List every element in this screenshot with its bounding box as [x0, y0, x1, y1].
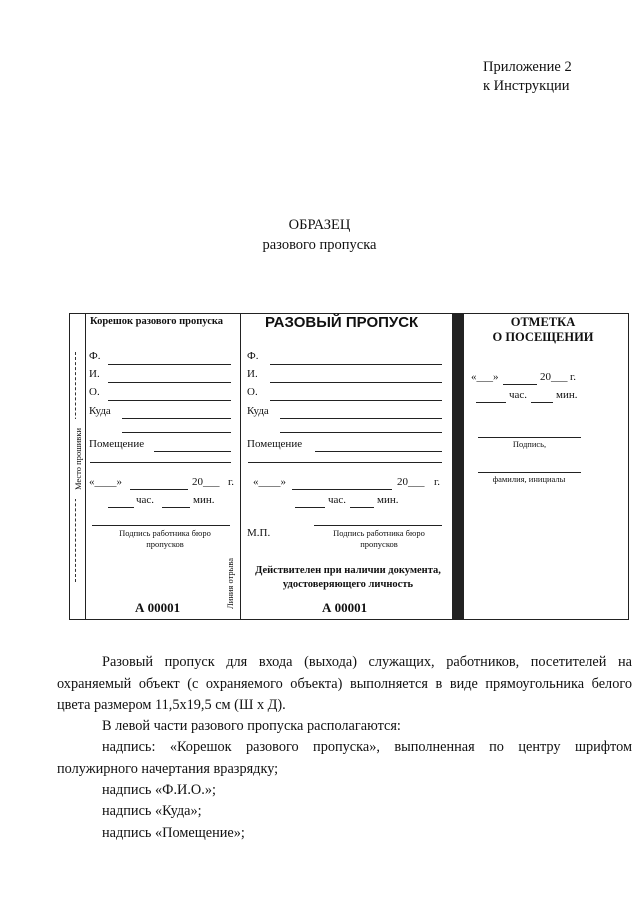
stub-hours-label: час. [136, 494, 155, 506]
main-validity-note: Действителен при наличии документа, удостоверяющего личность [255, 565, 441, 590]
main-i-label: И. [247, 368, 258, 380]
stub-room-line [154, 451, 231, 452]
main-o-line [270, 400, 442, 401]
visit-minutes-line [531, 402, 553, 403]
visit-heading-2: О ПОСЕЩЕНИИ [492, 330, 594, 344]
visit-name-caption: фамилия, инициалы [492, 474, 566, 484]
paragraph-3: надпись: «Корешок разового пропуска», выполненная по центру шрифтом полужирного начертания вразрядку; [57, 739, 632, 777]
stitch-label: Место прошивки [73, 419, 83, 499]
visit-signature-caption: Подпись, [512, 439, 547, 449]
main-date-year: 20___ [397, 476, 425, 488]
stub-where-line-2 [122, 432, 231, 433]
stub-minutes-line [162, 507, 190, 508]
main-where-label: Куда [247, 405, 269, 417]
document-title [0, 215, 639, 255]
main-stamp-label: М.П. [247, 527, 271, 539]
main-signature-line [314, 525, 442, 526]
visit-heading-1: ОТМЕТКА [510, 315, 576, 329]
visit-hours-label: час. [509, 389, 528, 401]
stub-where-label: Куда [89, 405, 111, 417]
stub-hours-line [108, 507, 134, 508]
paragraph-5: надпись «Куда»; [102, 803, 202, 819]
stub-date-day: «____» [89, 476, 122, 488]
main-where-line [280, 418, 442, 419]
pass-form [69, 313, 629, 620]
stub-left-border [85, 314, 86, 619]
visit-minutes-label: мин. [556, 389, 578, 401]
main-date-day: «____» [253, 476, 286, 488]
title-line2: разового пропуска [262, 237, 377, 253]
appendix-label [483, 58, 572, 96]
visit-hours-line [476, 402, 506, 403]
stub-room-line-2 [90, 462, 231, 463]
title-line1: ОБРАЗЕЦ [288, 217, 351, 233]
visit-name-line [478, 472, 581, 473]
paragraph-6: надпись «Помещение»; [102, 825, 245, 841]
paragraph-2: В левой части разового пропуска располагаются: [102, 718, 401, 734]
stub-minutes-label: мин. [193, 494, 215, 506]
appendix-line1: Приложение 2 [483, 59, 572, 75]
main-date-month-line [292, 489, 392, 490]
stub-number: А 00001 [135, 600, 181, 615]
stub-room-label: Помещение [89, 438, 145, 450]
main-f-line [270, 364, 442, 365]
visit-date-year: 20___ [540, 371, 568, 383]
paragraph-4: надпись «Ф.И.О.»; [102, 782, 216, 798]
visit-date-g: г. [570, 371, 577, 383]
stub-f-line [108, 364, 231, 365]
stub-heading: Корешок разового пропуска [90, 316, 224, 327]
main-signature-caption: Подпись работника бюро пропусков [333, 528, 425, 549]
visit-black-bar [452, 314, 464, 619]
appendix-line2: к Инструкции [483, 78, 570, 94]
stitch-strip [70, 314, 85, 619]
stub-o-line [108, 400, 231, 401]
stub-i-line [108, 382, 231, 383]
paragraph-1: Разовый пропуск для входа (выхода) служащих, работников, посетителей на охраняемый объект (с охраняемого объекта) выполняется в виде прямоугольника белого цвета размером 11,5х19,5 см (Ш х Д). [57, 654, 632, 713]
visit-date-day: «___» [471, 371, 499, 383]
main-o-label: О. [247, 386, 258, 398]
main-room-line [315, 451, 442, 452]
visit-signature-line [478, 437, 581, 438]
main-i-line [270, 382, 442, 383]
stub-o-label: О. [89, 386, 100, 398]
main-f-label: Ф. [247, 350, 259, 362]
main-minutes-label: мин. [377, 494, 399, 506]
main-date-g: г. [434, 476, 441, 488]
tear-label: Линия отрыва [225, 557, 235, 609]
stub-signature-caption: Подпись работника бюро пропусков [119, 528, 211, 549]
main-hours-label: час. [328, 494, 347, 506]
stub-date-year: 20___ [192, 476, 220, 488]
stub-where-line [122, 418, 231, 419]
visit-date-month-line [503, 384, 537, 385]
main-minutes-line [350, 507, 374, 508]
main-room-line-2 [248, 462, 442, 463]
main-where-line-2 [280, 432, 442, 433]
stub-date-g: г. [228, 476, 235, 488]
stub-signature-line [92, 525, 230, 526]
stub-f-label: Ф. [89, 350, 101, 362]
tear-separator [240, 314, 241, 619]
main-room-label: Помещение [247, 438, 303, 450]
main-heading: РАЗОВЫЙ ПРОПУСК [265, 314, 419, 331]
stub-date-month-line [130, 489, 188, 490]
main-number: А 00001 [322, 600, 368, 615]
stub-i-label: И. [89, 368, 100, 380]
main-hours-line [295, 507, 325, 508]
